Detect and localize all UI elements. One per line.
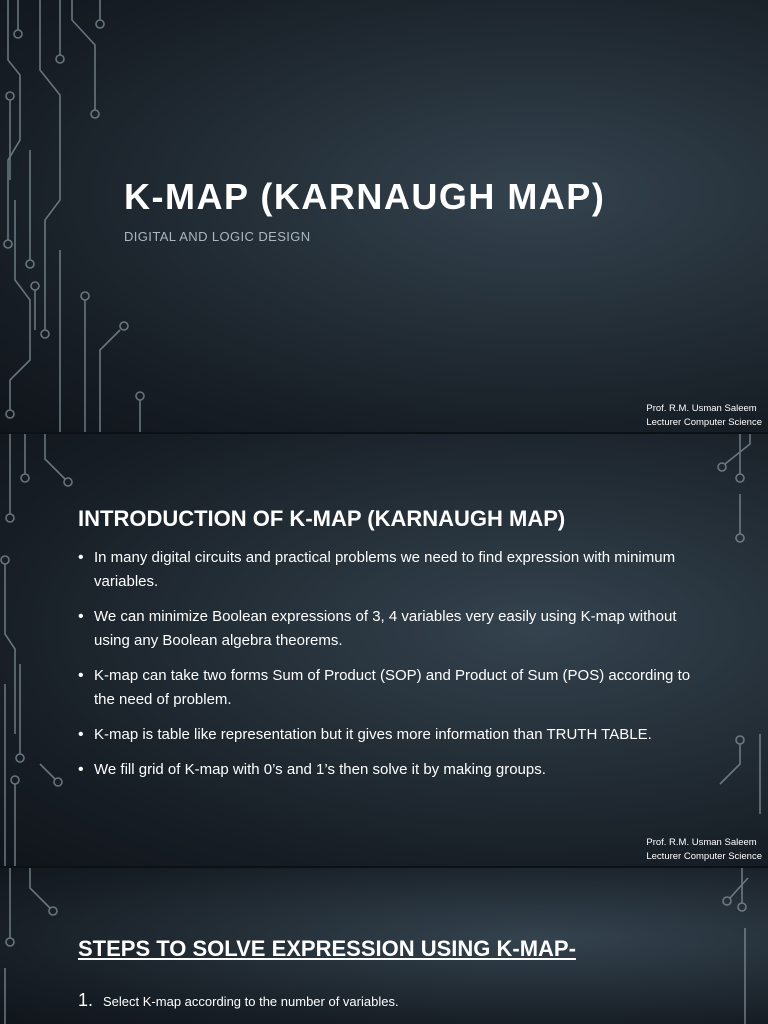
- slide-title: K-MAP (KARNAUGH MAP): [124, 176, 606, 217]
- bullet-item: • In many digital circuits and practical problems we need to find expression with minimum variables.: [78, 546, 698, 594]
- bullet-item: • We fill grid of K-map with 0’s and 1’s then solve it by making groups.: [78, 758, 698, 782]
- slide-title: INTRODUCTION OF K-MAP (KARNAUGH MAP): [78, 506, 566, 531]
- bullet-item: • K-map can take two forms Sum of Product (SOP) and Product of Sum (POS) according to the need of problem.: [78, 664, 698, 712]
- bullet-list: [78, 546, 698, 793]
- author-role: Lecturer Computer Science: [646, 851, 762, 862]
- author-name: Prof. R.M. Usman Saleem: [646, 837, 757, 848]
- title-slide: [0, 0, 768, 432]
- bullet-item: • We can minimize Boolean expressions of 3, 4 variables very easily using K-map without using any Boolean algebra theorems.: [78, 605, 698, 653]
- steps-slide: [0, 868, 768, 1024]
- step-number: 1.: [78, 990, 94, 1010]
- slide-subtitle: DIGITAL AND LOGIC DESIGN: [124, 229, 311, 244]
- step-item: [78, 990, 399, 1011]
- step-text: Select K-map according to the number of variables.: [103, 994, 399, 1009]
- intro-slide: [0, 434, 768, 866]
- author-name: Prof. R.M. Usman Saleem: [646, 403, 757, 414]
- slide-footer: [646, 402, 762, 430]
- bullet-item: • K-map is table like representation but it gives more information than TRUTH TABLE.: [78, 723, 698, 747]
- slide-footer: [646, 836, 762, 864]
- slide-title: STEPS TO SOLVE EXPRESSION USING K-MAP-: [78, 936, 576, 961]
- author-role: Lecturer Computer Science: [646, 417, 762, 428]
